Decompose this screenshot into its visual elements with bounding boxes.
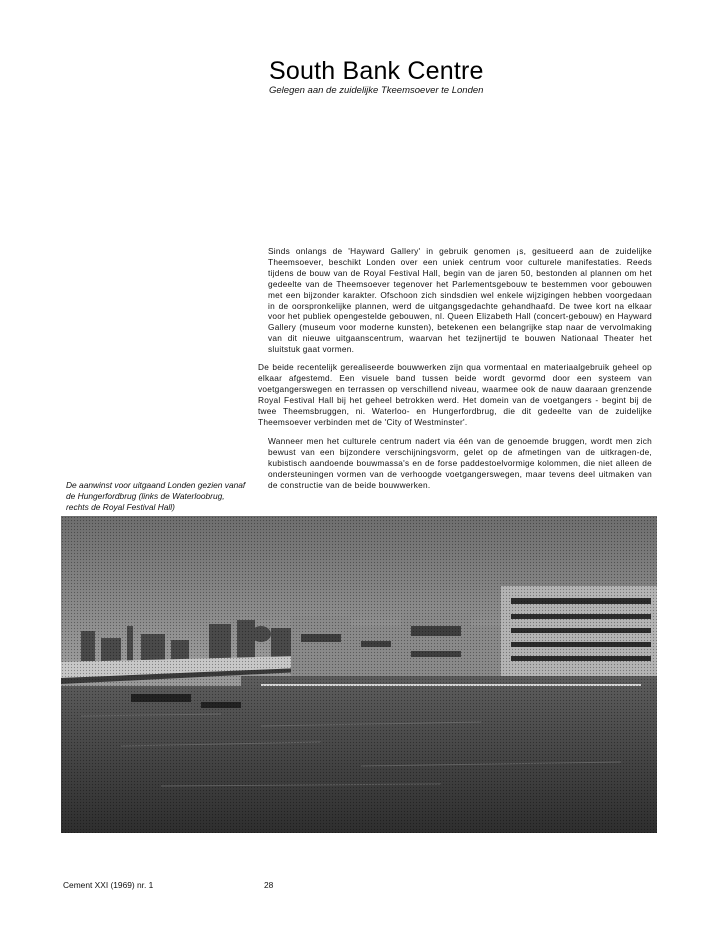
page-subtitle: Gelegen aan de zuidelijke Tkeemsoever te Londen	[269, 85, 484, 96]
page-title: South Bank Centre	[269, 56, 484, 85]
south-bank-photo	[61, 516, 657, 833]
page-number: 28	[264, 880, 274, 890]
publication-reference: Cement XXI (1969) nr. 1	[63, 880, 154, 890]
body-paragraph-buildings: De beide recentelijk gerealiseerde bouwwerken zijn qua vormentaal en materiaalgebruik geheel op elkaar afgestemd. Een visuele band tussen beide wordt gevormd door een systeem van voetgangerswegen en terrassen op verschillend niveau, waarmee ook de nauw daaraan grenzende Royal Festival Hall bij het geheel betrokken werd. Het domein van de voetgangers - begint bij de twee Theemsbruggen, ni. Waterloo- en Hungerfordbrug, die dit gedeelte van de zuidelijke Theemsoever verbinden met de 'City of Westminster'.	[258, 362, 652, 427]
body-paragraph-intro: Sinds onlangs de 'Hayward Gallery' in gebruik genomen ¡s, gesitueerd aan de zuidelijke Theemsoever, beschikt Londen over een uniek centrum voor culturele manifestaties. Reeds tijdens de bouw van de Royal Festival Hall, begin van de jaren 50, bestonden al plannen om het gedeelte van de Theemsoever tegenover het Parlementsgebouw te bestemmen voor gebouwen met een bijzonder karakter. Ofschoon zich sindsdien wel enkele wijzigingen hebben voorgedaan in de oorspronkelijke plannen, werd de uitgangsgedachte gehandhaafd. De twee kort na elkaar voor het publiek opengestelde gebouwen, nl. Queen Elizabeth Hall (concert-gebouw) en Hayward Gallery (museum voor moderne kunsten), betekenen een belangrijke stap naar de vervolmaking van dit nieuwe uitgaanscentrum, waarvan het tezijnertijd te bouwen Nationaal Theater het sluitstuk gaat vormen.	[268, 246, 652, 355]
photo-caption: De aanwinst voor uitgaand Londen gezien vanaf de Hungerfordbrug (links de Waterloobrug, rechts de Royal Festival Hall)	[66, 480, 246, 512]
body-paragraph-approach: Wanneer men het culturele centrum nadert via één van de genoemde bruggen, wordt men zich bewust van een bijzondere verschijningsvorm, gelet op de afmetingen van de uitkragen-de, kubistisch aandoende bouwmassa's en de forse paddestoelvormige kolommen, die niet alleen de ondersteuningen vormen van de verhoogde voetgangerswegen, maar tevens deel uitmaken van de constructie van de beide bouwwerken.	[268, 436, 652, 490]
